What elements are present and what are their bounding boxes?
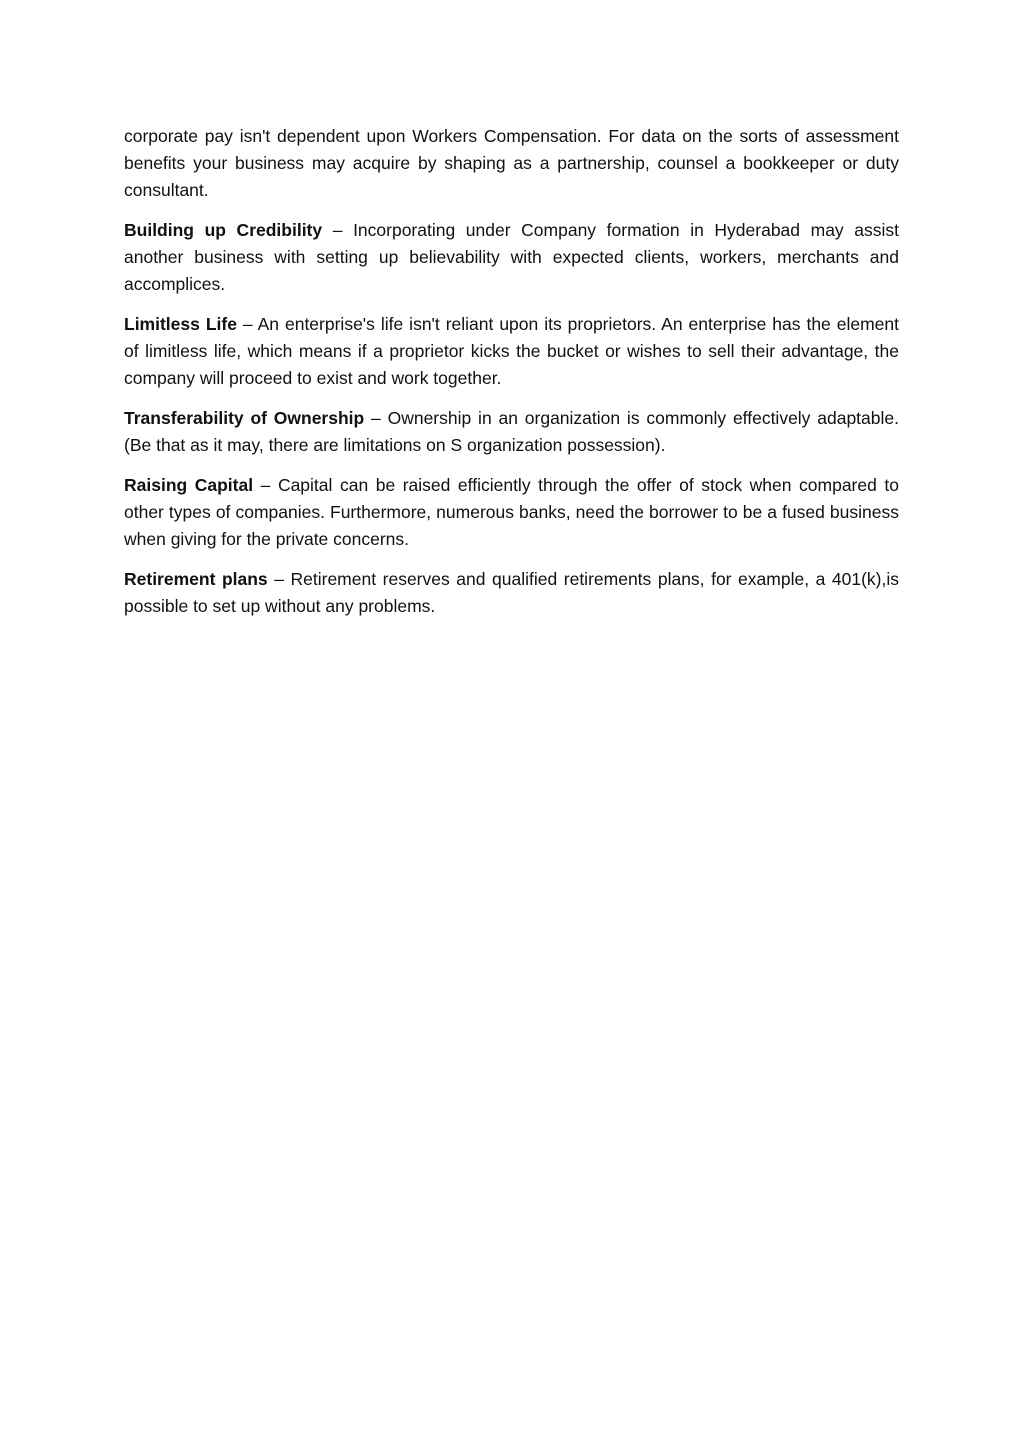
document-body — [124, 123, 899, 633]
section-retirement-plans — [124, 566, 899, 620]
section-raising-capital — [124, 472, 899, 553]
section-separator: – — [253, 475, 278, 495]
section-text: Ownership in an organization is commonly effectively adaptable. (Be that as it may, there are limitations on S organization possession). — [124, 408, 899, 455]
section-text: Incorporating under Company formation in Hyderabad may assist another business with setting up believability with expected clients, workers, merchants and accomplices. — [124, 220, 900, 294]
section-separator: – — [236, 314, 258, 334]
section-text: Retirement reserves and qualified retirements plans, for example, a 401(k),is possible to set up without any problems. — [124, 569, 899, 616]
intro-paragraph — [124, 123, 899, 204]
section-limitless-life — [124, 311, 899, 392]
section-term: Limitless Life — [124, 314, 237, 334]
section-separator: – — [322, 220, 354, 240]
section-term: Building up Credibility — [124, 220, 323, 240]
intro-text: corporate pay isn't dependent upon Workers Compensation. For data on the sorts of assessment benefits your business may acquire by shaping as a partnership, counsel a bookkeeper or duty consultant. — [124, 126, 899, 200]
section-separator: – — [267, 569, 291, 589]
section-building-up-credibility — [124, 217, 899, 298]
section-term: Retirement plans — [124, 569, 268, 589]
section-separator: – — [364, 408, 388, 428]
section-transferability-of-ownership — [124, 405, 899, 459]
section-text: An enterprise's life isn't reliant upon its proprietors. An enterprise has the element of limitless life, which means if a proprietor kicks the bucket or wishes to sell their advantage, the company will proceed to exist and work together. — [124, 314, 900, 388]
section-term: Raising Capital — [124, 475, 254, 495]
section-term: Transferability of Ownership — [124, 408, 365, 428]
section-text: Capital can be raised efficiently through the offer of stock when compared to other types of companies. Furthermore, numerous banks, need the borrower to be a fused business when giving for the private concerns. — [124, 475, 899, 549]
